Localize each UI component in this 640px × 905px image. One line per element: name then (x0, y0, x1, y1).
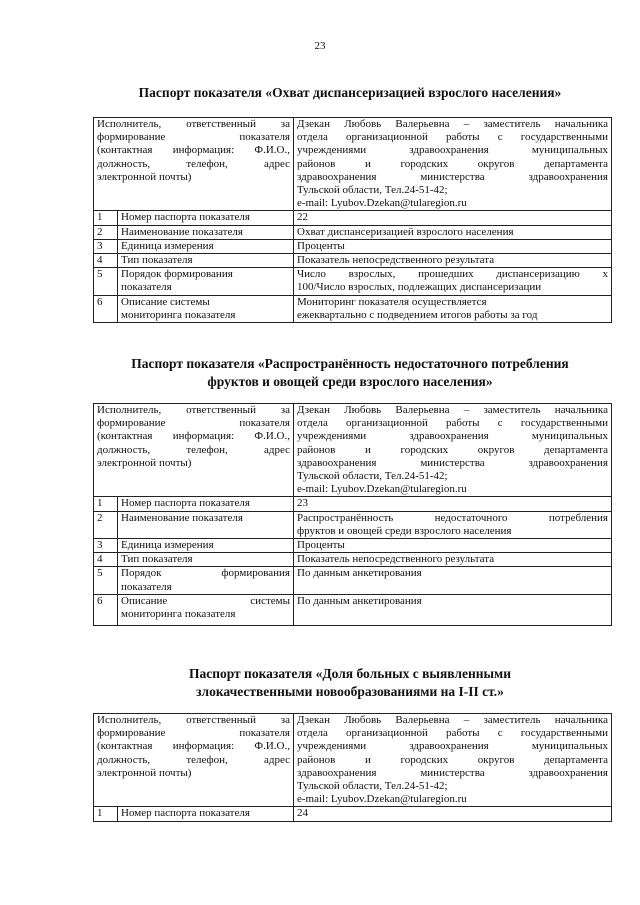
text-line: Тип показателя (121, 254, 193, 267)
email-text: e-mail: Lyubov.Dzekan@tularegion.ru (297, 483, 467, 496)
row-label (118, 225, 294, 239)
text-line: Показатель непосредственного результата (297, 254, 495, 267)
text-line: Мониторинг показателя осуществляется (297, 295, 487, 308)
passport-title (90, 84, 610, 102)
table-row (94, 211, 612, 225)
text-line: учреждениями здравоохранения муниципальных (297, 430, 608, 443)
text-line: (контактная информация: Ф.И.О., (97, 144, 290, 157)
row-value (294, 539, 612, 553)
text-line: Распространённость недостаточного потребления (297, 511, 608, 524)
table-row (94, 239, 612, 253)
email-text: e-mail: Lyubov.Dzekan@tularegion.ru (297, 793, 467, 806)
text-line: 24 (297, 807, 308, 820)
passport-title (90, 665, 610, 701)
table-row (94, 225, 612, 239)
text-line: должность, телефон, адрес (97, 753, 290, 766)
text-line: электронной почты) (97, 170, 192, 183)
text-line: формирование показателя (97, 727, 290, 740)
text-line: Описание системы (121, 594, 290, 607)
row-value (294, 254, 612, 268)
text-line: отдела организационной работы с государственными (297, 417, 608, 430)
text-line: Исполнитель, ответственный за (97, 118, 290, 130)
row-value (294, 497, 612, 511)
text-line: 22 (297, 211, 308, 224)
text-line: Тульской области, Тел.24-51-42; (297, 184, 448, 197)
row-value (294, 225, 612, 239)
text-line: мониторинга показателя (121, 308, 236, 321)
row-number: 5 (94, 567, 118, 594)
text-line: Тульской области, Тел.24-51-42; (297, 780, 448, 793)
text-line: По данным анкетирования (297, 594, 422, 607)
text-line: электронной почты) (97, 456, 192, 469)
executor-row (94, 118, 612, 211)
text-line: районов и городских округов департамента (297, 753, 608, 766)
row-label (118, 539, 294, 553)
text-line: Единица измерения (121, 239, 214, 252)
text-line: Исполнитель, ответственный за (97, 404, 290, 416)
row-label (118, 807, 294, 821)
row-value (294, 553, 612, 567)
text-line: электронной почты) (97, 766, 192, 779)
text-line: Дзекан Любовь Валерьевна – заместитель начальника (297, 404, 608, 416)
row-value (294, 268, 612, 295)
executor-value (294, 118, 612, 211)
text-line: показателя (121, 281, 172, 294)
table-row (94, 268, 612, 295)
table-row (94, 497, 612, 511)
text-line: По данным анкетирования (297, 567, 422, 580)
text-line: 100/Число взрослых, подлежащих диспансеризации (297, 281, 542, 294)
row-label (118, 268, 294, 295)
table-row (94, 567, 612, 594)
text-line: должность, телефон, адрес (97, 443, 290, 456)
table-row (94, 553, 612, 567)
row-value (294, 567, 612, 594)
text-line: здравоохранения министерства здравоохранения (297, 456, 608, 469)
text-line: мониторинга показателя (121, 608, 236, 621)
text-line: здравоохранения министерства здравоохранения (297, 170, 608, 183)
row-label (118, 295, 294, 322)
text-line: Проценты (297, 239, 345, 252)
row-number: 6 (94, 295, 118, 322)
row-label (118, 511, 294, 538)
text-line: (контактная информация: Ф.И.О., (97, 740, 290, 753)
page-number: 23 (314, 40, 326, 52)
table-row (94, 254, 612, 268)
text-line: Проценты (297, 539, 345, 552)
text-line: Тип показателя (121, 553, 193, 566)
text-line: Номер паспорта показателя (121, 807, 250, 820)
text-line: Охват диспансеризацией взрослого населения (297, 225, 514, 238)
text-line: отдела организационной работы с государственными (297, 727, 608, 740)
title-line: Паспорт показателя «Распространённость недостаточного потребления (131, 356, 569, 371)
row-value (294, 211, 612, 225)
executor-row (94, 714, 612, 807)
text-line: Число взрослых, прошедших диспансеризацию х (297, 268, 608, 281)
row-value (294, 295, 612, 322)
row-number: 6 (94, 594, 118, 625)
text-line: ежеквартально с подведением итогов работы за год (297, 308, 538, 321)
row-number: 2 (94, 511, 118, 538)
text-line: формирование показателя (97, 131, 290, 144)
passport-table (93, 713, 612, 822)
text-line: Наименование показателя (121, 511, 243, 524)
text-line: (контактная информация: Ф.И.О., (97, 430, 290, 443)
text-line: здравоохранения министерства здравоохранения (297, 766, 608, 779)
row-label (118, 239, 294, 253)
executor-value (294, 714, 612, 807)
row-label (118, 553, 294, 567)
row-label (118, 594, 294, 625)
text-line: Дзекан Любовь Валерьевна – заместитель начальника (297, 714, 608, 726)
text-line: Исполнитель, ответственный за (97, 714, 290, 726)
row-number: 1 (94, 211, 118, 225)
text-line: Порядок формирования (121, 268, 233, 281)
passport-table (93, 117, 612, 323)
row-number: 3 (94, 539, 118, 553)
text-line: учреждениями здравоохранения муниципальных (297, 144, 608, 157)
row-number: 1 (94, 807, 118, 821)
text-line: формирование показателя (97, 417, 290, 430)
passport-title (90, 355, 610, 391)
text-line: Тульской области, Тел.24-51-42; (297, 470, 448, 483)
row-label (118, 254, 294, 268)
text-line: Наименование показателя (121, 225, 243, 238)
executor-label (94, 714, 294, 807)
row-label (118, 567, 294, 594)
table-row (94, 295, 612, 322)
text-line: показателя (121, 580, 172, 593)
executor-label (94, 118, 294, 211)
title-line: злокачественными новообразованиями на I-II ст.» (196, 684, 504, 699)
email-text: e-mail: Lyubov.Dzekan@tularegion.ru (297, 197, 467, 210)
row-number: 3 (94, 239, 118, 253)
executor-row (94, 404, 612, 497)
text-line: Единица измерения (121, 539, 214, 552)
row-label (118, 497, 294, 511)
row-value (294, 807, 612, 821)
text-line: учреждениями здравоохранения муниципальных (297, 740, 608, 753)
row-number: 5 (94, 268, 118, 295)
row-value (294, 511, 612, 538)
row-label (118, 211, 294, 225)
executor-value (294, 404, 612, 497)
text-line: районов и городских округов департамента (297, 443, 608, 456)
row-number: 2 (94, 225, 118, 239)
text-line: фруктов и овощей среди взрослого населения (297, 524, 512, 537)
text-line: Номер паспорта показателя (121, 211, 250, 224)
table-row (94, 807, 612, 821)
text-line: Дзекан Любовь Валерьевна – заместитель начальника (297, 118, 608, 130)
text-line: Порядок формирования (121, 567, 290, 580)
executor-label (94, 404, 294, 497)
text-line: Номер паспорта показателя (121, 497, 250, 510)
text-line: 23 (297, 497, 308, 510)
passport-table (93, 403, 612, 626)
row-number: 4 (94, 553, 118, 567)
table-row (94, 511, 612, 538)
text-line: районов и городских округов департамента (297, 157, 608, 170)
table-row (94, 594, 612, 625)
text-line: Описание системы (121, 295, 210, 308)
row-number: 1 (94, 497, 118, 511)
title-line: фруктов и овощей среди взрослого населения» (207, 374, 493, 389)
text-line: Показатель непосредственного результата (297, 553, 495, 566)
title-line: Паспорт показателя «Охват диспансеризацией взрослого населения» (138, 85, 562, 100)
row-number: 4 (94, 254, 118, 268)
text-line: отдела организационной работы с государственными (297, 131, 608, 144)
title-line: Паспорт показателя «Доля больных с выявленными (188, 666, 512, 681)
row-value (294, 594, 612, 625)
text-line: должность, телефон, адрес (97, 157, 290, 170)
row-value (294, 239, 612, 253)
table-row (94, 539, 612, 553)
